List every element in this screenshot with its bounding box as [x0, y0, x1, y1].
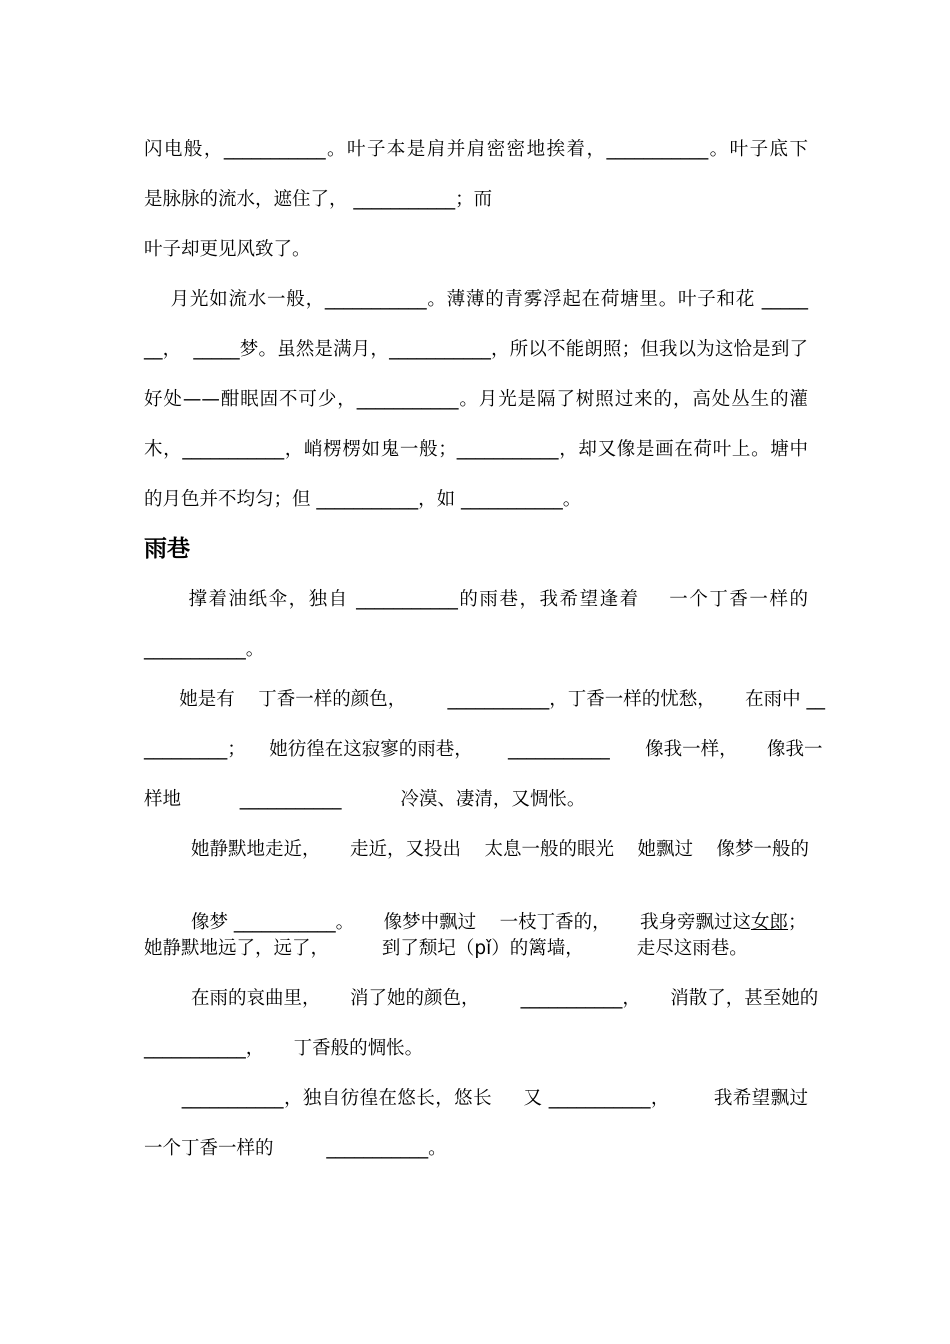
text-line: __， _____梦。虽然是满月，___________，所以不能朗照；但我以为这恰是到了 [144, 339, 808, 360]
text-line: 撑着油纸伞，独自 ___________的雨巷，我希望逢着 一个丁香一样的 [144, 589, 808, 610]
text-line: 在雨的哀曲里， 消了她的颜色， ___________， 消散了，甚至她的 [144, 988, 819, 1009]
text-line: 她静默地远了，远了， 到了颓圮（pǐ）的篱墙， 走尽这雨巷。 [144, 938, 748, 959]
text-line: _________； 她彷徨在这寂寥的雨巷， ___________ 像我一样， 像我一 [144, 739, 823, 760]
text-line: 木，___________，峭楞楞如鬼一般；___________，却又像是画在荷叶上。塘中 [144, 439, 808, 460]
text-line: ___________，独自彷徨在悠长，悠长 又 ___________， 我希望飘过 [144, 1088, 808, 1109]
text-line: ___________。 [144, 639, 265, 660]
text-line: 闪电般，___________。叶子本是肩并肩密密地挨着，___________。叶子底下 [144, 139, 808, 160]
text-line: 月光如流水一般，___________。薄薄的青雾浮起在荷塘里。叶子和花 _____ [144, 289, 808, 310]
text-line [144, 887, 808, 935]
text-line: 是脉脉的流水，遮住了， ___________；而 [144, 189, 493, 210]
text-line: ___________， 丁香般的惆怅。 [144, 1038, 424, 1059]
section-title: 雨巷 [144, 536, 190, 562]
text-line: 好处——酣眠固不可少，___________。月光是隔了树照过来的，高处丛生的灌 [144, 389, 808, 410]
text-line: 一个丁香一样的 ___________。 [144, 1138, 447, 1159]
text-segment: 像梦 ___________。 像梦中飘过 一枝丁香的， 我身旁飘过这 [155, 912, 752, 933]
underlined-word: 女郎 [751, 912, 789, 933]
text-line: 她静默地走近， 走近，又投出 太息一般的眼光 她飘过 像梦一般的 [144, 839, 810, 860]
text-segment: ； [788, 912, 807, 933]
text-line: 的月色并不均匀；但 ___________，如 ___________。 [144, 489, 582, 510]
text-line: 样地 ___________ 冷漠、凄清，又惆怅。 [144, 789, 586, 810]
text-line: 叶子却更见风致了。 [144, 239, 311, 260]
text-line: 她是有 丁香一样的颜色， ___________，丁香一样的忧愁， 在雨中 __ [144, 689, 826, 710]
